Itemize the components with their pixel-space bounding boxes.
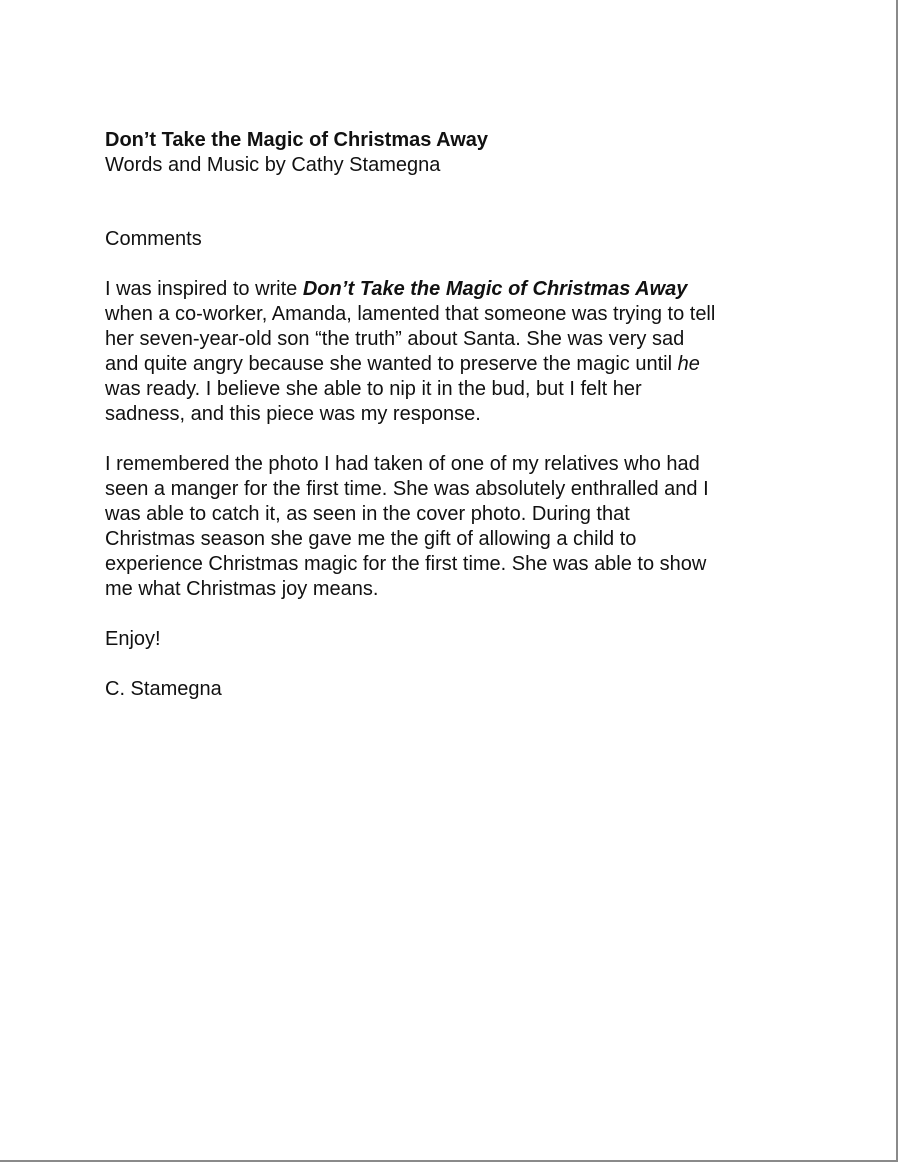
comments-paragraph-2 — [105, 452, 805, 602]
signature: C. Stamegna — [105, 678, 222, 700]
paragraph-2-line-2: seen a manger for the first time. She was absolutely enthralled and I — [105, 478, 709, 500]
paragraph-1-line-1 — [105, 277, 805, 302]
paragraph-2-line-5: experience Christmas magic for the first time. She was able to show — [105, 553, 707, 575]
document-content — [105, 128, 805, 702]
comments-paragraph-1 — [105, 277, 805, 427]
paragraph-1-line-4 — [105, 352, 805, 377]
paragraph-2-line-1: I remembered the photo I had taken of one of my relatives who had — [105, 453, 700, 475]
paragraph-1-line-2: when a co-worker, Amanda, lamented that someone was trying to tell — [105, 303, 716, 325]
comments-heading: Comments — [105, 228, 202, 250]
paragraph-1-line-6: sadness, and this piece was my response. — [105, 403, 481, 425]
paragraph-1-line-1-pre: I was inspired to write — [105, 278, 303, 300]
paragraph-2-line-6: me what Christmas joy means. — [105, 578, 379, 600]
song-byline: Words and Music by Cathy Stamegna — [105, 154, 441, 176]
closing-text: Enjoy! — [105, 628, 161, 650]
emphasized-he: he — [677, 353, 700, 375]
paragraph-1-line-5: was ready. I believe she able to nip it in the bud, but I felt her — [105, 378, 642, 400]
paragraph-1-line-3: her seven-year-old son “the truth” about Santa. She was very sad — [105, 328, 685, 350]
paragraph-2-line-3: was able to catch it, as seen in the cover photo. During that — [105, 503, 630, 525]
paragraph-2-line-4: Christmas season she gave me the gift of allowing a child to — [105, 528, 637, 550]
song-title: Don’t Take the Magic of Christmas Away — [105, 129, 489, 151]
paragraph-1-line-4-pre: and quite angry because she wanted to preserve the magic until — [105, 353, 678, 375]
inline-song-title: Don’t Take the Magic of Christmas Away — [302, 278, 688, 300]
